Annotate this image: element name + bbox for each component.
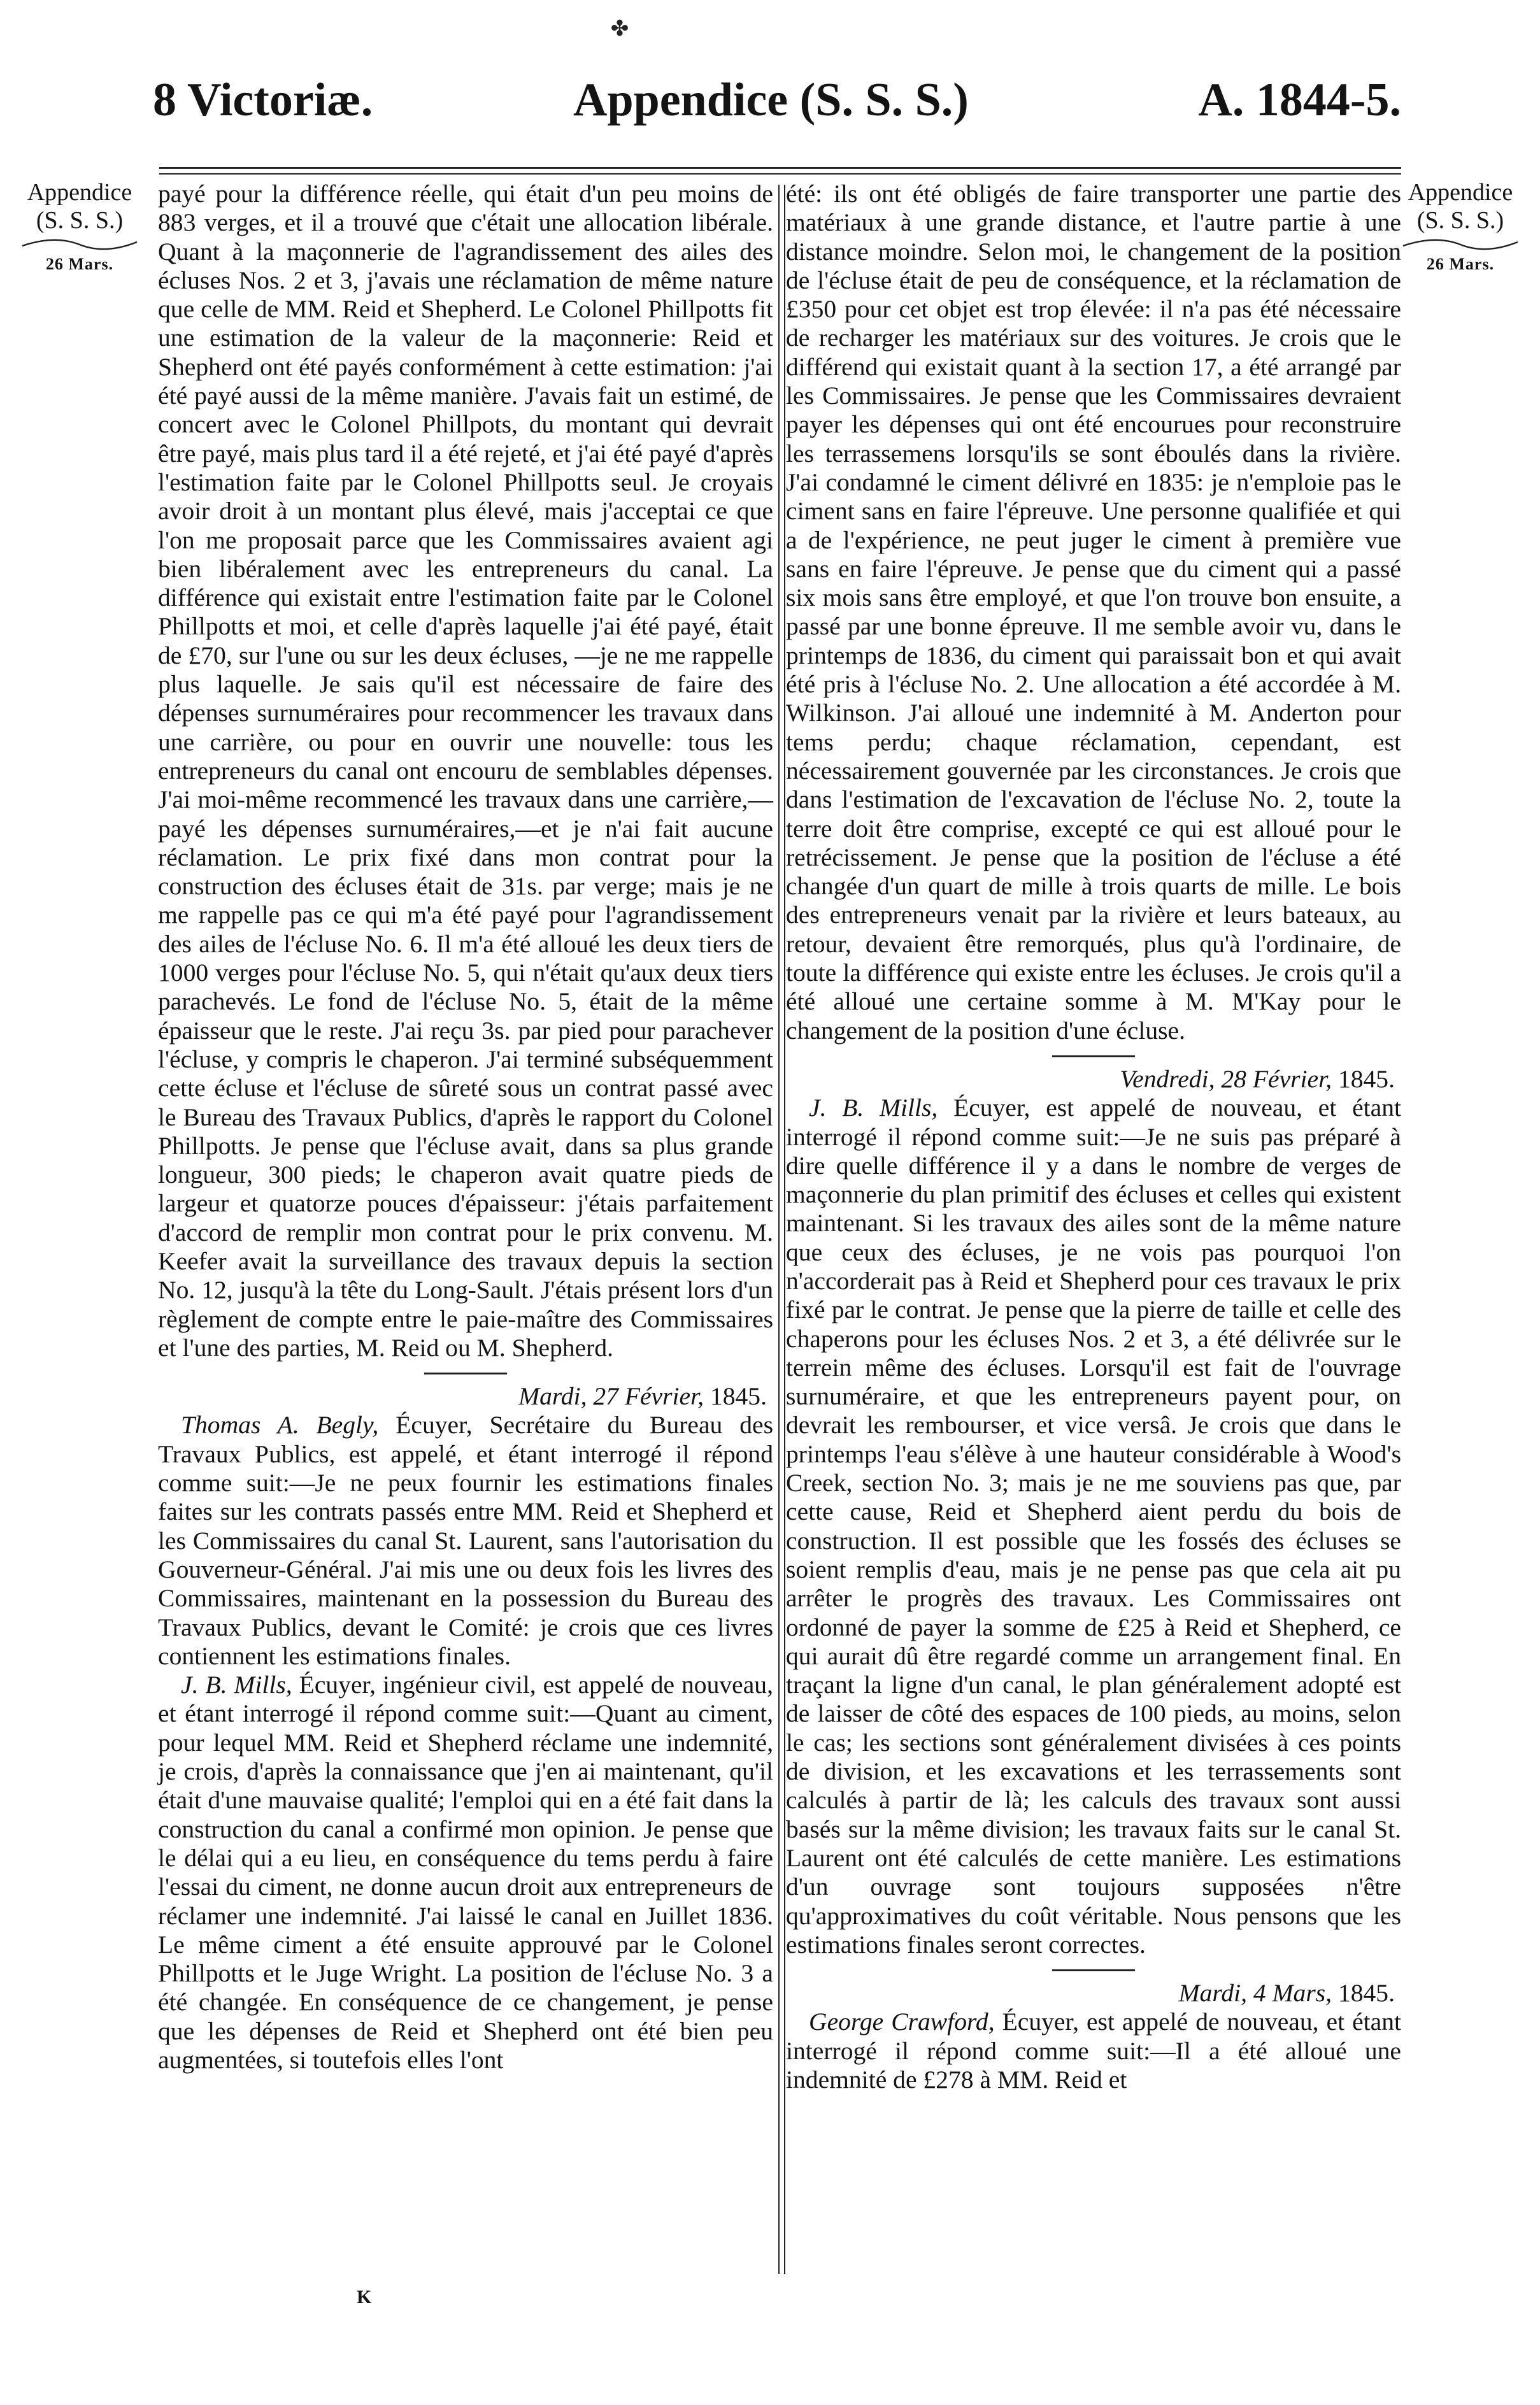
text-column-left	[158, 180, 773, 2074]
section-separator	[1052, 1055, 1135, 1057]
margin-section-label: Appendice	[27, 179, 132, 206]
session-date-heading	[786, 1065, 1401, 1094]
testimony-paragraph	[158, 1671, 773, 2074]
session-date-heading	[158, 1382, 773, 1411]
header-session: A. 1844-5.	[1198, 74, 1401, 126]
session-date-day: Mardi, 27 Février,	[518, 1382, 704, 1411]
session-date-year: 1845.	[1337, 1979, 1395, 2008]
testimony-text: Écuyer, est appelé de nouveau, et étant interrogé il répond comme suit:—Il a été alloué une indemnité de £278 à MM. Reid et	[786, 2008, 1401, 2094]
testimony-text: Écuyer, est appelé de nouveau, et étant interrogé il répond comme suit:—Je ne suis pas préparé à dire quelle différence il y a dans le nombre de verges de maçonnerie du plan primitif des écluses et celles qui existent maintenant. Si les travaux des ailes sont de la même nature que ceux des écluses, je ne vois pas pourquoi l'on n'accorderait pas à Reid et Shepherd pour ces travaux le prix fixé par le contrat. Je pense que la pierre de taille et celle des chaperons pour les écluses Nos. 2 et 3, a été délivrée sur le terrein même des écluses. Lorsqu'il est fait de l'ouvrage surnuméraire, et que les entrepreneurs payent pour, on devrait les rembourser, et vice versâ. Je crois que dans le printemps l'eau s'élève à une hauteur considérable à Wood's Creek, section No. 3; mais je ne me souviens pas que, par cette cause, Reid et Shepherd aient perdu du bois de construction. Il est possible que les fossés des écluses se soient remplis d'eau, mais je ne pense pas que cela ait pu arrêter le progrès des travaux. Les Commissaires ont ordonné de payer la somme de £25 à Reid et Shepherd, ce qui aurait dû être regardé comme un arrangement final. En traçant la ligne d'un canal, le plan généralement adopté est de laisser de côté des espaces de 100 pieds, au moins, selon le cas; les sections sont généralement divisées à ces points de division, et les excavations et les terrassements sont calculés à partir de là; les calculs des travaux sont aussi basés sur la même division; les travaux faits sur le canal St. Laurent ont été calculés de cette manière. Les estimations d'un ouvrage sont toujours supposées n'être qu'approximatives du coût véritable. Nous pensons que les estimations finales seront correctes.	[786, 1094, 1401, 1959]
margin-note-left	[13, 178, 146, 274]
paragraph-continuation: été: ils ont été obligés de faire transporter une partie des matériaux à une grande distance, et l'autre partie à une distance moindre. Selon moi, le changement de la position de l'écluse était de peu de conséquence, et la réclamation de £350 pour cet objet est trop élevée: il n'a pas été nécessaire de recharger les matériaux sur des voitures. Je crois que le différend qui existait quant à la section 17, a été arrangé par les Commissaires. Je pense que les Commissaires devraient payer les dépenses qui ont été encourues pour reconstruire les terrassemens lorsqu'ils se sont éboulés dans la rivière. J'ai condamné le ciment délivré en 1835: je n'emploie pas le ciment sans en faire l'épreuve. Une personne qualifiée et qui a de l'expérience, ne peut juger le ciment à première vue sans en faire l'épreuve. Je pense que du ciment qui a passé six mois sans être employé, et que l'on trouve bon ensuite, a passé par une bonne épreuve. Il me semble avoir vu, dans le printemps de 1836, du ciment qui paraissait bon et qui avait été pris à l'écluse No. 2. Une allocation a été accordée à M. Wilkinson. J'ai alloué une indemnité à M. Anderton pour tems perdu; chaque réclamation, cependant, est nécessairement gouvernée par les circonstances. Je crois que dans l'estimation de l'excavation de l'écluse No. 2, toute la terre doit être comprise, excepté ce qui est alloué pour le retrécissement. Je pense que la position de l'écluse a été changée d'un quart de mille à trois quarts de mille. Le bois des entrepreneurs venait par la rivière et leurs bateaux, au retour, devaient être remorqués, plus qu'à l'ordinaire, de toute la différence qui existe entre les écluses. Je crois qu'il a été alloué une certaine somme à M. M'Kay pour le changement de la position d'une écluse.	[786, 180, 1401, 1045]
section-separator	[424, 1373, 507, 1374]
testimony-paragraph	[786, 2008, 1401, 2094]
testimony-paragraph	[786, 1094, 1401, 1959]
testimony-text: Écuyer, ingénieur civil, est appelé de nouveau, et étant interrogé il répond comme suit:—Quant au ciment, pour lequel MM. Reid et Shepherd réclame une indemnité, je crois, d'après la connaissance que j'en ai maintenant, qu'il était d'une mauvaise qualité; l'emploi qui en a été fait dans la construction du canal a confirmé mon opinion. Je pense que le délai qui a eu lieu, en conséquence du tems perdu à faire l'essai du ciment, ne donne aucun droit aux entrepreneurs de réclamer une indemnité. J'ai laissé le canal en Juillet 1836. Le même ciment a été ensuite approuvé par le Colonel Phillpotts et le Juge Wright. La position de l'écluse No. 3 a été changée. En conséquence de ce changement, je pense que les dépenses de Reid et Shepherd ont été bien peu augmentées, si toutefois elles l'ont	[158, 1671, 773, 2074]
paragraph-continuation: payé pour la différence réelle, qui était d'un peu moins de 883 verges, et il a trouvé que c'était une allocation libérale. Quant à la maçonnerie de l'agrandissement des ailes des écluses Nos. 2 et 3, j'avais une réclamation de même nature que celle de MM. Reid et Shepherd. Le Colonel Phillpotts fit une estimation de la valeur de la maçonnerie: Reid et Shepherd ont été payés conformément à cette estimation: j'ai été payé aussi de la même manière. J'avais fait un estimé, de concert avec le Colonel Phillpots, du montant qui devrait être payé, mais plus tard il a été rejeté, et j'ai été payé d'après l'estimation faite par le Colonel Phillpotts seul. Je croyais avoir droit à un montant plus élevé, mais j'acceptai ce que l'on me proposait parce que les Commissaires avaient agi bien libéralement avec les entrepreneurs du canal. La différence qui existait entre l'estimation faite par le Colonel Phillpotts et moi, et celle d'après laquelle j'ai été payé, était de £70, sur l'une ou sur les deux écluses, —je ne me rappelle plus laquelle. Je sais qu'il est nécessaire de faire des dépenses surnuméraires pour recommencer les travaux dans une carrière, ou pour en ouvrir une nouvelle: tous les entrepreneurs du canal ont encouru de semblables dépenses. J'ai moi-même recommencé les travaux dans une carrière,—payé les dépenses surnuméraires,—et je n'ai fait aucune réclamation. Le prix fixé dans mon contrat pour la construction des écluses était de 31s. par verge; mais je ne me rappelle pas ce qui m'a été payé pour l'agrandissement des ailes de l'écluse No. 6. Il m'a été alloué les deux tiers de 1000 verges pour l'écluse No. 5, qui n'était qu'aux deux tiers parachevés. Le fond de l'écluse No. 5, était de la même épaisseur que le reste. J'ai reçu 3s. par pied pour parachever l'écluse, y compris le chaperon. J'ai terminé subséquemment cette écluse et l'écluse de sûreté sous un contrat passé avec le Bureau des Travaux Publics, d'après le rapport du Colonel Phillpotts. Je pense que l'écluse avait, dans sa plus grande longueur, 300 pieds; le chaperon avait quatre pieds de largeur et quatorze pouces d'épaisseur: j'étais parfaitement d'accord de remplir mon contrat pour le prix convenu. M. Keefer avait la surveillance des travaux depuis la section No. 12, jusqu'à la tête du Long-Sault. J'étais présent lors d'un règlement de compte entre le paie-maître des Commissaires et l'une des parties, M. Reid ou M. Shepherd.	[158, 180, 773, 1362]
margin-date: 26 Mars.	[1426, 255, 1495, 273]
column-divider-right	[784, 185, 785, 2274]
text-column-right	[786, 180, 1401, 2094]
margin-swash-divider	[1400, 237, 1521, 251]
testimony-text: Écuyer, Secrétaire du Bureau des Travaux Publics, est appelé, et étant interrogé il répond comme suit:—Je ne peux fournir les estimations finales faites sur les contrats passés entre MM. Reid et Shepherd et les Commissaires du canal St. Laurent, sans l'autorisation du Gouverneur-Général. J'ai mis une ou deux fois les livres des Commissaires, maintenant en la possession du Bureau des Travaux Publics, devant le Comité: je crois que ces livres contiennent les estimations finales.	[158, 1411, 773, 1670]
section-separator	[1052, 1969, 1135, 1971]
margin-date: 26 Mars.	[45, 255, 114, 273]
margin-section-label: Appendice	[1408, 179, 1513, 206]
session-date-year: 1845.	[709, 1382, 767, 1411]
session-date-day: Vendredi, 28 Février,	[1120, 1064, 1332, 1093]
margin-note-right	[1394, 178, 1527, 274]
session-date-year: 1845.	[1337, 1064, 1395, 1093]
witness-name: J. B. Mills,	[181, 1671, 292, 1699]
header-rule-top	[159, 167, 1401, 169]
witness-name: George Crawford,	[809, 2008, 995, 2036]
margin-section-code: (S. S. S.)	[36, 207, 124, 234]
margin-swash-divider	[19, 237, 140, 251]
header-regnal-year: 8 Victoriæ.	[153, 74, 373, 126]
testimony-paragraph	[158, 1411, 773, 1671]
witness-name: Thomas A. Begly,	[181, 1411, 379, 1439]
session-date-day: Mardi, 4 Mars,	[1178, 1979, 1332, 2008]
header-ornament: ✤	[610, 17, 629, 41]
signature-mark: K	[357, 2287, 372, 2308]
page-header	[153, 71, 1401, 129]
margin-section-code: (S. S. S.)	[1416, 207, 1504, 234]
witness-name: J. B. Mills,	[809, 1094, 938, 1122]
header-appendix-title: Appendice (S. S. S.)	[573, 74, 969, 126]
session-date-heading	[786, 1979, 1401, 2008]
column-divider-left	[778, 185, 780, 2274]
header-rule-bottom	[159, 173, 1401, 175]
